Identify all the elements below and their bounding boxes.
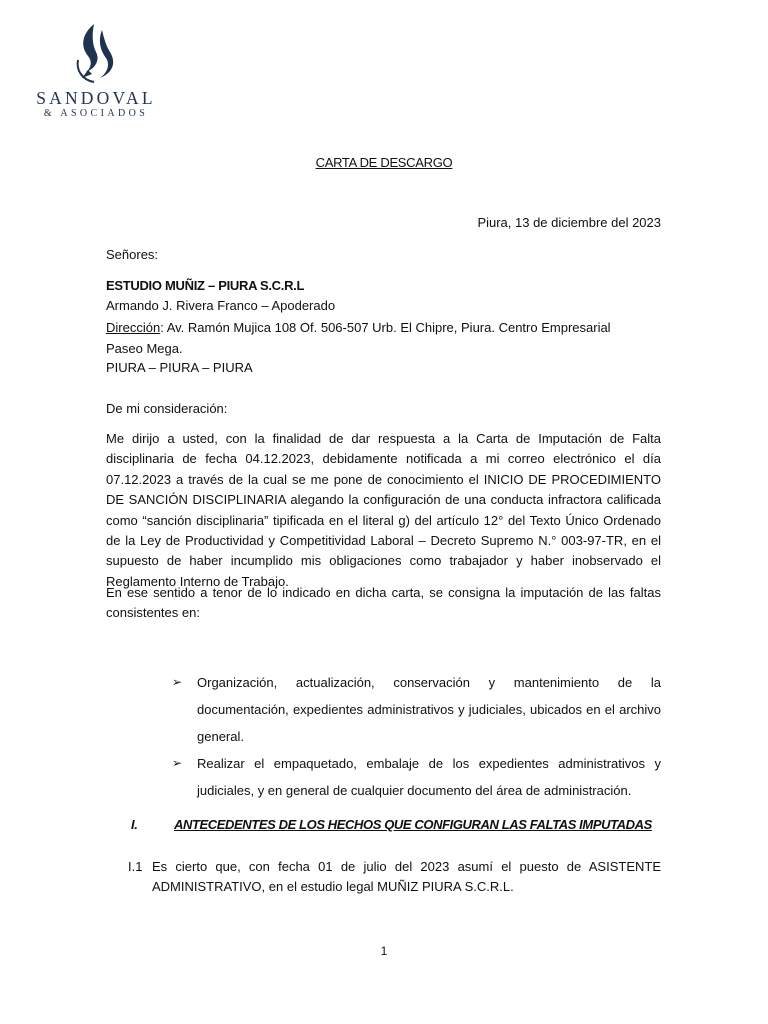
address-label: Dirección	[106, 320, 161, 335]
company-logo	[22, 20, 164, 130]
item-text: Es cierto que, con fecha 01 de julio del 2023 asumí el puesto de ASISTENTE ADMINISTRATIVO, en el estudio legal MUÑIZ PIURA S.C.R.L.	[152, 859, 661, 894]
list-item-text: Realizar el empaquetado, embalaje de los expedientes administrativos y judiciales, y en general de cualquier documento del área de administración.	[197, 756, 661, 798]
address-text: : Av. Ramón Mujica 108 Of. 506-507 Urb. El Chipre, Piura. Centro Empresarial Paseo Mega.	[106, 320, 611, 356]
arrow-bullet-icon: ➢	[172, 675, 183, 689]
list-item	[172, 669, 661, 750]
salutation: Señores:	[106, 247, 159, 262]
recipient-address	[106, 317, 646, 359]
brand-subtitle: & ASOCIADOS	[43, 108, 149, 119]
document-title: CARTA DE DESCARGO	[315, 155, 453, 170]
imputation-list	[172, 669, 661, 804]
brand-name: SANDOVAL	[36, 88, 156, 108]
section-heading	[131, 817, 652, 832]
arrow-bullet-icon: ➢	[172, 756, 183, 770]
section-title: ANTECEDENTES DE LOS HECHOS QUE CONFIGURAN LAS FALTAS IMPUTADAS	[174, 817, 652, 832]
page-number: 1	[380, 944, 388, 958]
list-item-text: Organización, actualización, conservación y mantenimiento de la documentación, expedientes administrativos y judiciales, ubicados en el archivo general.	[197, 675, 661, 744]
item-number: I.1	[128, 859, 143, 874]
paragraph-1: Me dirijo a usted, con la finalidad de dar respuesta a la Carta de Imputación de Falta disciplinaria de fecha 04.12.2023, debidamente notificada a mi correo electrónico el día 07.12.2023 a través de la cual se me pone de conocimiento el INICIO DE PROCEDIMIENTO DE SANCIÓN DISCIPLINARIA alegando la configuración de una conducta infractora calificada como “sanción disciplinaria” tipificada en el literal g) del artículo 12° del Texto Único Ordenado de la Ley de Productividad y Competitividad Laboral – Decreto Supremo N.° 003-97-TR, en el supuesto de haber incumplido mis obligaciones como trabajador y haber inobservado el Reglamento Interno de Trabajo.	[106, 431, 661, 589]
numbered-item	[128, 857, 661, 897]
section-number: I.	[131, 817, 138, 832]
paragraph-2: En ese sentido a tenor de lo indicado en dicha carta, se consigna la imputación de las faltas consistentes en:	[106, 585, 661, 621]
place-date: Piura, 13 de diciembre del 2023	[477, 215, 661, 230]
quill-icon	[22, 20, 164, 90]
greeting: De mi consideración:	[106, 401, 228, 416]
recipient-company: ESTUDIO MUÑIZ – PIURA S.C.R.L	[106, 278, 305, 293]
recipient-contact: Armando J. Rivera Franco – Apoderado	[106, 298, 336, 313]
list-item	[172, 750, 661, 804]
recipient-location: PIURA – PIURA – PIURA	[106, 360, 253, 375]
